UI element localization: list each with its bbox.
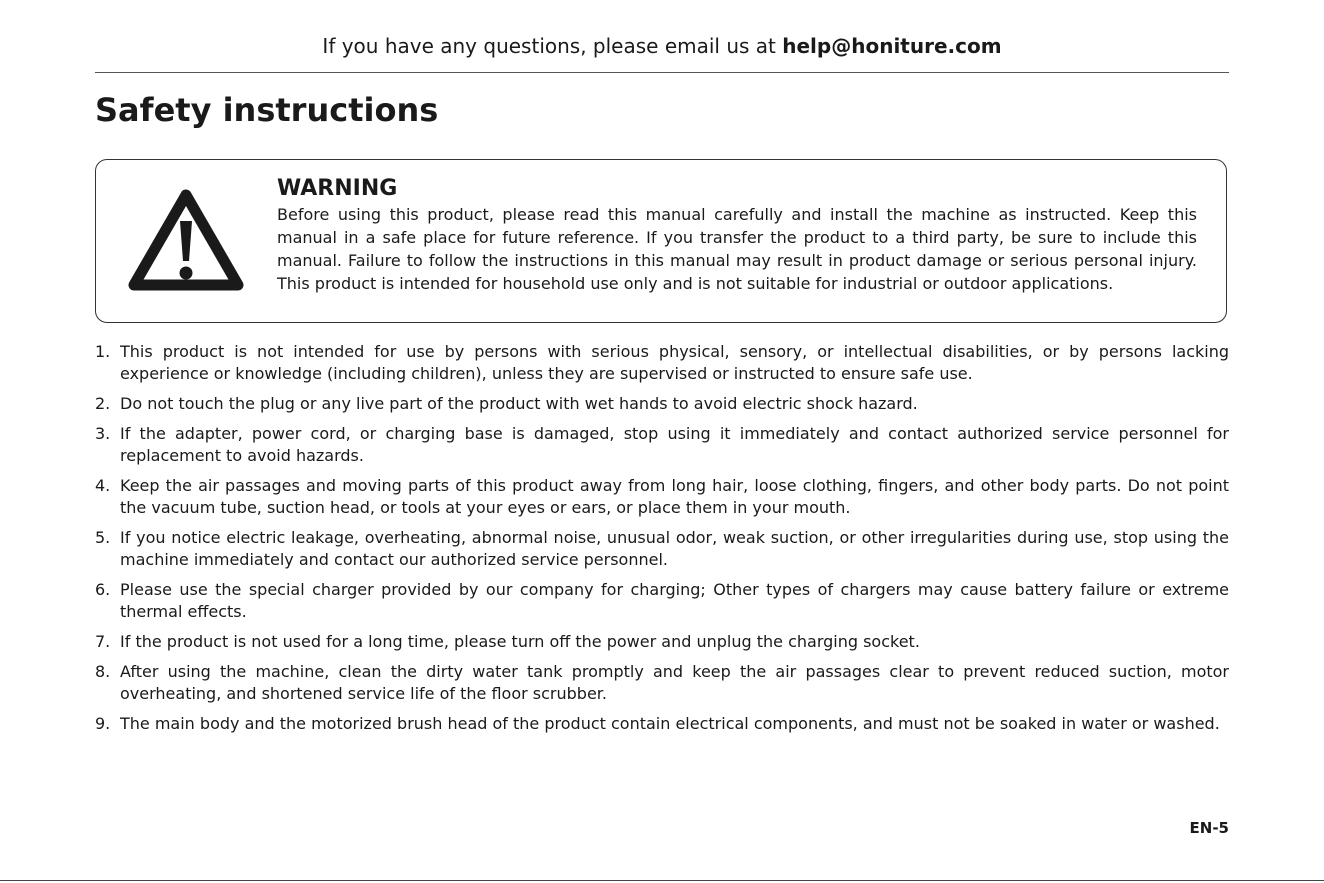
page-number: EN-5 xyxy=(1189,819,1229,837)
list-item xyxy=(95,579,1229,623)
item-number: 6. xyxy=(95,580,111,599)
list-item xyxy=(95,423,1229,467)
warning-title: WARNING xyxy=(277,176,398,201)
warning-triangle-icon xyxy=(126,185,246,297)
list-item xyxy=(95,631,1229,653)
header-divider xyxy=(95,72,1229,73)
item-number: 9. xyxy=(95,714,111,733)
warning-box xyxy=(95,159,1227,323)
contact-header xyxy=(95,32,1229,60)
item-text: If you notice electric leakage, overheating, abnormal noise, unusual odor, weak suction, or other irregularities during use, stop using the machine immediately and contact our authorized service personnel. xyxy=(120,528,1229,569)
page-title: Safety instructions xyxy=(95,91,439,129)
list-item xyxy=(95,713,1229,735)
item-number: 8. xyxy=(95,662,111,681)
item-number: 3. xyxy=(95,424,111,443)
item-number: 5. xyxy=(95,528,111,547)
item-text: If the adapter, power cord, or charging base is damaged, stop using it immediately and contact authorized service personnel for replacement to avoid hazards. xyxy=(120,424,1229,465)
contact-prefix: If you have any questions, please email us at xyxy=(322,34,783,58)
list-item xyxy=(95,341,1229,385)
item-number: 4. xyxy=(95,476,111,495)
item-text: If the product is not used for a long time, please turn off the power and unplug the charging socket. xyxy=(120,632,920,651)
item-number: 7. xyxy=(95,632,111,651)
warning-text: Before using this product, please read this manual carefully and install the machine as instructed. Keep this manual in a safe place for future reference. If you transfer the product to a third party, be sure to include this manual. Failure to follow the instructions in this manual may result in product damage or serious personal injury. This product is intended for household use only and is not suitable for industrial or outdoor applications. xyxy=(277,205,1197,293)
list-item xyxy=(95,661,1229,705)
list-item xyxy=(95,475,1229,519)
item-text: Do not touch the plug or any live part of the product with wet hands to avoid electric shock hazard. xyxy=(120,394,918,413)
support-email: help@honiture.com xyxy=(782,34,1002,58)
item-text: Please use the special charger provided by our company for charging; Other types of chargers may cause battery failure or extreme thermal effects. xyxy=(120,580,1229,621)
item-text: Keep the air passages and moving parts of this product away from long hair, loose clothing, fingers, and other body parts. Do not point the vacuum tube, suction head, or tools at your eyes or ears, or place them in your mouth. xyxy=(120,476,1229,517)
list-item xyxy=(95,393,1229,415)
list-item xyxy=(95,527,1229,571)
item-number: 2. xyxy=(95,394,111,413)
safety-instruction-list xyxy=(95,341,1229,743)
item-number: 1. xyxy=(95,342,111,361)
bottom-divider xyxy=(0,880,1324,881)
item-text: This product is not intended for use by persons with serious physical, sensory, or intellectual disabilities, or by persons lacking experience or knowledge (including children), unless they are supervised or instructed to ensure safe use. xyxy=(120,342,1229,383)
item-text: After using the machine, clean the dirty water tank promptly and keep the air passages clear to prevent reduced suction, motor overheating, and shortened service life of the floor scrubber. xyxy=(120,662,1229,703)
item-text: The main body and the motorized brush head of the product contain electrical components, and must not be soaked in water or washed. xyxy=(120,714,1220,733)
